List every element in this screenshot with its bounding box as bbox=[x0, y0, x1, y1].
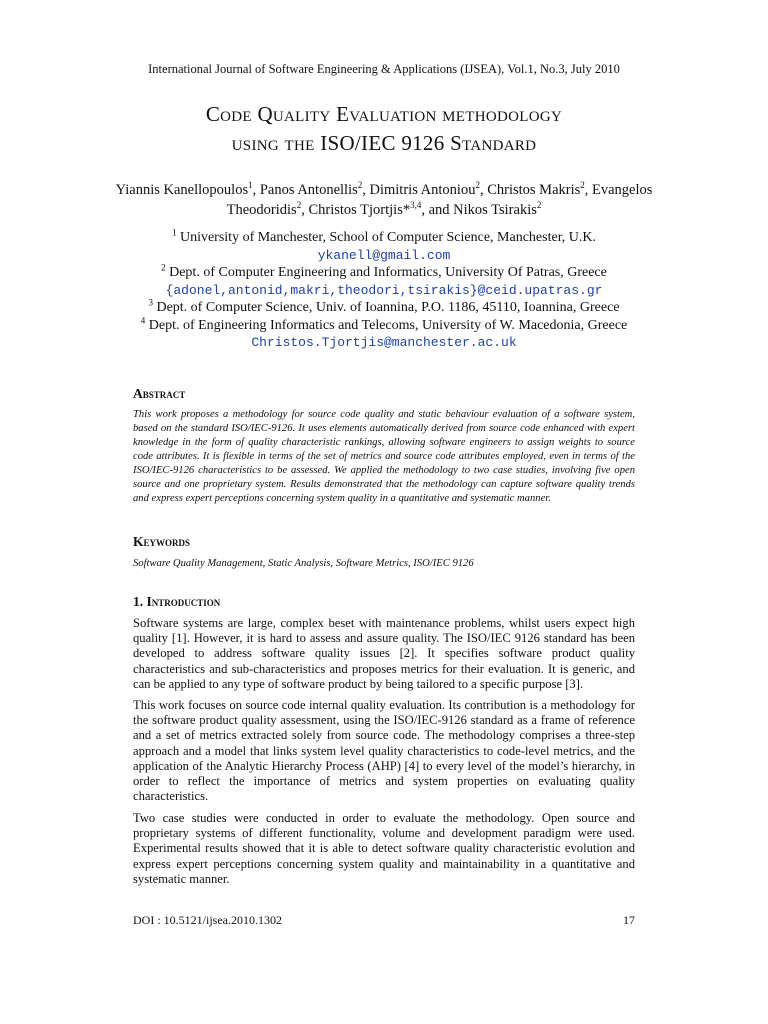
affil-text: Dept. of Computer Engineering and Informatics, University Of Patras, Greece bbox=[169, 265, 607, 280]
author-name: Dimitris Antoniou bbox=[369, 182, 476, 198]
affiliation-1 bbox=[40, 229, 728, 247]
author-name: Panos Antonellis bbox=[259, 182, 358, 198]
affil-mark: 3 bbox=[148, 297, 153, 308]
author-list: Yiannis Kanellopoulos$^1$, Panos Antonellis$^2$, Dimitris Antoniou$^2$, Christos Makris$^2$, Evangelos Theodoridis$^2$, Christos Tjortjis*$^{3,4}$, and Nikos Tsirakis$^2$ bbox=[115, 180, 653, 218]
affil-mark: 2 bbox=[161, 262, 166, 273]
abstract-text: This work proposes a methodology for source code quality and static behaviour evaluation of a software system, based on the standard ISO/IEC-9126. It uses elements automatically derived from source code enhanced with expert knowledge in the form of quality characteristic rankings, allowing software engineers to assign weights to source code attributes. It is flexible in terms of the set of metrics and source code attributes employed, even in terms of the ISO/IEC-9126 characteristics to be assessed. We applied the methodology to two case studies, involving five open source and one proprietary system. Results demonstrated that the methodology can capture software quality trends and express expert perceptions concerning system quality in a quantitative and systematic manner. bbox=[133, 409, 635, 504]
affiliation-2 bbox=[40, 264, 728, 282]
email-link[interactable]: {adonel,antonid,makri,theodori,tsirakis}@ceid.upatras.gr bbox=[165, 282, 603, 298]
footer-doi: DOI : 10.5121/ijsea.2010.1302 bbox=[133, 913, 282, 927]
paper-title bbox=[0, 100, 768, 158]
author-affil-mark: 1 bbox=[248, 180, 253, 191]
running-head: International Journal of Software Engineering & Applications (IJSEA), Vol.1, No.3, July 2010 bbox=[148, 62, 620, 76]
author-name: Yiannis Kanellopoulos bbox=[115, 182, 249, 198]
affil-mark: 1 bbox=[171, 227, 177, 238]
author-affil-mark: 2 bbox=[357, 180, 363, 191]
keywords-heading: Keywords bbox=[133, 534, 191, 549]
affil-text: University of Manchester, School of Computer Science, Manchester, U.K. bbox=[179, 230, 597, 245]
affiliation-4 bbox=[40, 314, 728, 335]
author-name: Christos Makris bbox=[487, 182, 581, 198]
author-affil-mark: 2 bbox=[580, 180, 585, 191]
title-line-2-b: ISO/IEC 9126 bbox=[320, 131, 445, 155]
abstract-heading: Abstract bbox=[133, 386, 186, 401]
page-number: 17 bbox=[623, 913, 635, 927]
intro-paragraph-1: Software systems are large, complex beset with maintenance problems, whilst users expect high quality [1]. However, it is hard to assess and assure quality. The ISO/IEC 9126 standard has been developed to address software quality issues [2]. It specifies software product quality characteristics and sub-characteristics and proposes metrics for their evaluation. It is generic, and can be applied to any type of software product by being tailored to a specific purpose [3]. bbox=[133, 616, 635, 691]
title-line-2-c: Standard bbox=[450, 131, 537, 155]
author-name: and Nikos Tsirakis bbox=[428, 202, 537, 218]
introduction-heading bbox=[133, 594, 220, 610]
author-name: Evangelos Theodoridis bbox=[226, 182, 653, 218]
section-number: 1. bbox=[133, 594, 144, 609]
affiliation-2-email[interactable] bbox=[40, 282, 728, 300]
affiliation-1-email[interactable] bbox=[40, 247, 728, 265]
section-title: Introduction bbox=[146, 594, 221, 609]
email-link[interactable]: ykanell@gmail.com bbox=[317, 247, 451, 263]
title-line-1: Code Quality Evaluation methodology bbox=[205, 102, 563, 126]
author-name: Christos Tjortjis* bbox=[308, 202, 411, 218]
author-affil-mark: 2 bbox=[475, 180, 480, 191]
affiliations bbox=[40, 229, 728, 352]
intro-paragraph-3: Two case studies were conducted in order to evaluate the methodology. Open source and proprietary systems of different functionality, volume and development paradigm were used. Experimental results showed that it is able to detect software quality characteristic evolution and express expert perceptions concerning system quality and maintainability in a quantitative and systematic manner. bbox=[133, 811, 635, 886]
keywords-text: Software Quality Management, Static Analysis, Software Metrics, ISO/IEC 9126 bbox=[133, 558, 474, 569]
author-affil-mark: 2 bbox=[536, 200, 542, 211]
author-affil-mark: 3,4 bbox=[410, 200, 422, 211]
affil-text: Dept. of Computer Science, Univ. of Ioannina, P.O. 1186, 45110, Ioannina, Greece bbox=[156, 300, 620, 315]
title-line-2-a: using the bbox=[231, 131, 315, 155]
affil-text: Dept. of Engineering Informatics and Telecoms, University of W. Macedonia, Greece bbox=[148, 317, 628, 333]
email-link[interactable]: Christos.Tjortjis@manchester.ac.uk bbox=[251, 335, 517, 350]
affil-mark: 4 bbox=[140, 314, 146, 325]
intro-paragraph-2: This work focuses on source code internal quality evaluation. Its contribution is a methodology for the software product quality assessment, using the ISO/IEC-9126 standard as a frame of reference and a set of metrics extracted solely from source code. The methodology comprises a three-step approach and a model that links system level quality characteristics to code-level metrics, and the application of the Analytic Hierarchy Process (AHP) [4] to every level of the model’s hierarchy, in order to reflect the importance of metrics and system properties on evaluating quality characteristics. bbox=[133, 698, 635, 804]
author-affil-mark: 2 bbox=[296, 200, 302, 211]
title-line-2 bbox=[0, 129, 768, 158]
affiliation-4-email[interactable] bbox=[40, 334, 728, 352]
